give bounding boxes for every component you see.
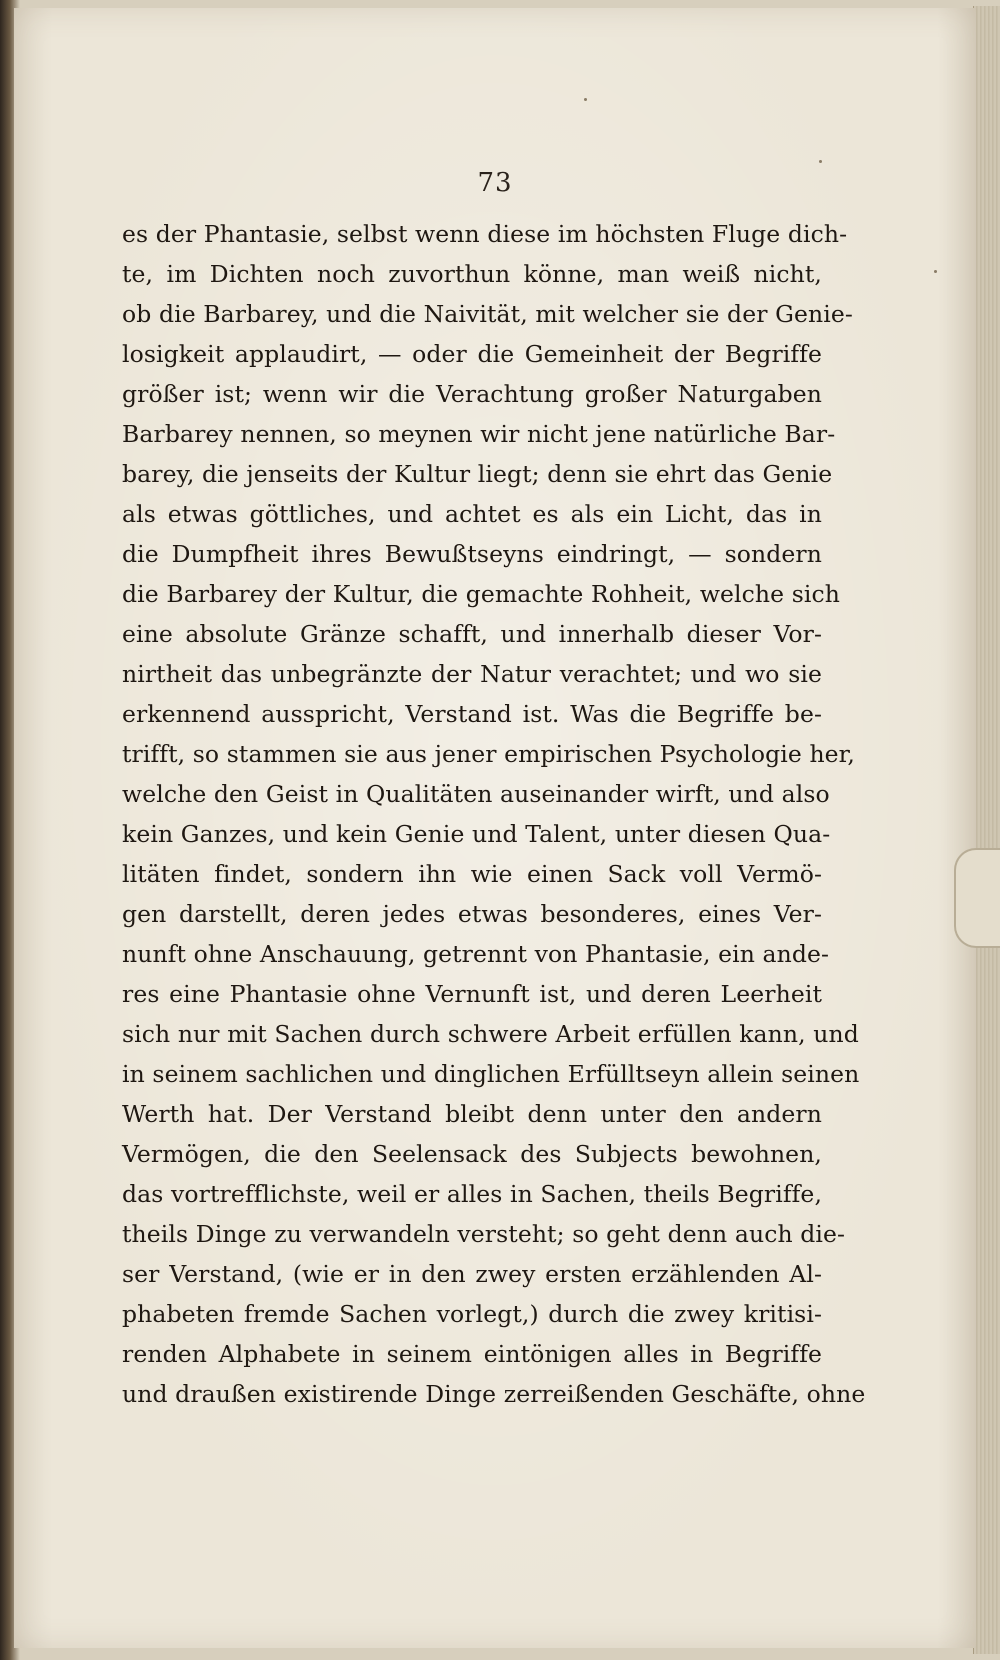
text-line: Vermögen, die den Seelensack des Subjects bewohnen,	[122, 1140, 822, 1168]
text-line: und draußen existirende Dinge zerreißenden Geschäfte, ohne	[122, 1380, 866, 1408]
text-line: die Dumpfheit ihres Bewußtseyns eindringt, — sondern	[122, 540, 822, 568]
text-line: nirtheit das unbegränzte der Natur verachtet; und wo sie	[122, 660, 822, 688]
text-line: eine absolute Gränze schafft, und innerhalb dieser Vor-	[122, 620, 822, 648]
paper-speck	[819, 160, 822, 163]
text-line: die Barbarey der Kultur, die gemachte Rohheit, welche sich	[122, 580, 841, 608]
text-line: res eine Phantasie ohne Vernunft ist, und deren Leerheit	[122, 980, 822, 1008]
text-line: es der Phantasie, selbst wenn diese im höchsten Fluge dich-	[122, 220, 848, 248]
text-line: te, im Dichten noch zuvorthun könne, man weiß nicht,	[122, 260, 822, 288]
page-edges	[973, 6, 1000, 1654]
text-line: litäten findet, sondern ihn wie einen Sack voll Vermö-	[122, 860, 822, 888]
text-line: sich nur mit Sachen durch schwere Arbeit erfüllen kann, und	[122, 1020, 859, 1048]
body-text	[122, 214, 866, 1414]
text-line: welche den Geist in Qualitäten auseinander wirft, und also	[122, 780, 830, 808]
page-tab-marker	[954, 848, 1000, 948]
text-line: renden Alphabete in seinem eintönigen alles in Begriffe	[122, 1340, 822, 1368]
text-line: losigkeit applaudirt, — oder die Gemeinheit der Begriffe	[122, 340, 822, 368]
text-line: theils Dinge zu verwandeln versteht; so geht denn auch die-	[122, 1220, 846, 1248]
text-line: trifft, so stammen sie aus jener empirischen Psychologie her,	[122, 740, 856, 768]
text-line: in seinem sachlichen und dinglichen Erfülltseyn allein seinen	[122, 1060, 860, 1088]
text-line: Werth hat. Der Verstand bleibt denn unter den andern	[122, 1100, 822, 1128]
text-line: gen darstellt, deren jedes etwas besonderes, eines Ver-	[122, 900, 822, 928]
paper-speck	[934, 270, 937, 273]
text-line: größer ist; wenn wir die Verachtung großer Naturgaben	[122, 380, 822, 408]
page-number: 73	[477, 168, 513, 198]
paper-speck	[584, 98, 587, 101]
text-line: als etwas göttliches, und achtet es als ein Licht, das in	[122, 500, 822, 528]
text-line: barey, die jenseits der Kultur liegt; denn sie ehrt das Genie	[122, 460, 833, 488]
text-line: ser Verstand, (wie er in den zwey ersten erzählenden Al-	[122, 1260, 822, 1288]
text-line: kein Ganzes, und kein Genie und Talent, unter diesen Qua-	[122, 820, 831, 848]
text-line: erkennend ausspricht, Verstand ist. Was die Begriffe be-	[122, 700, 822, 728]
book-page	[14, 8, 976, 1648]
text-line: phabeten fremde Sachen vorlegt,) durch die zwey kritisi-	[122, 1300, 822, 1328]
text-line: ob die Barbarey, und die Naivität, mit welcher sie der Genie-	[122, 300, 853, 328]
text-line: das vortrefflichste, weil er alles in Sachen, theils Begriffe,	[122, 1180, 823, 1208]
text-line: nunft ohne Anschauung, getrennt von Phantasie, ein ande-	[122, 940, 830, 968]
text-line: Barbarey nennen, so meynen wir nicht jene natürliche Bar-	[122, 420, 836, 448]
